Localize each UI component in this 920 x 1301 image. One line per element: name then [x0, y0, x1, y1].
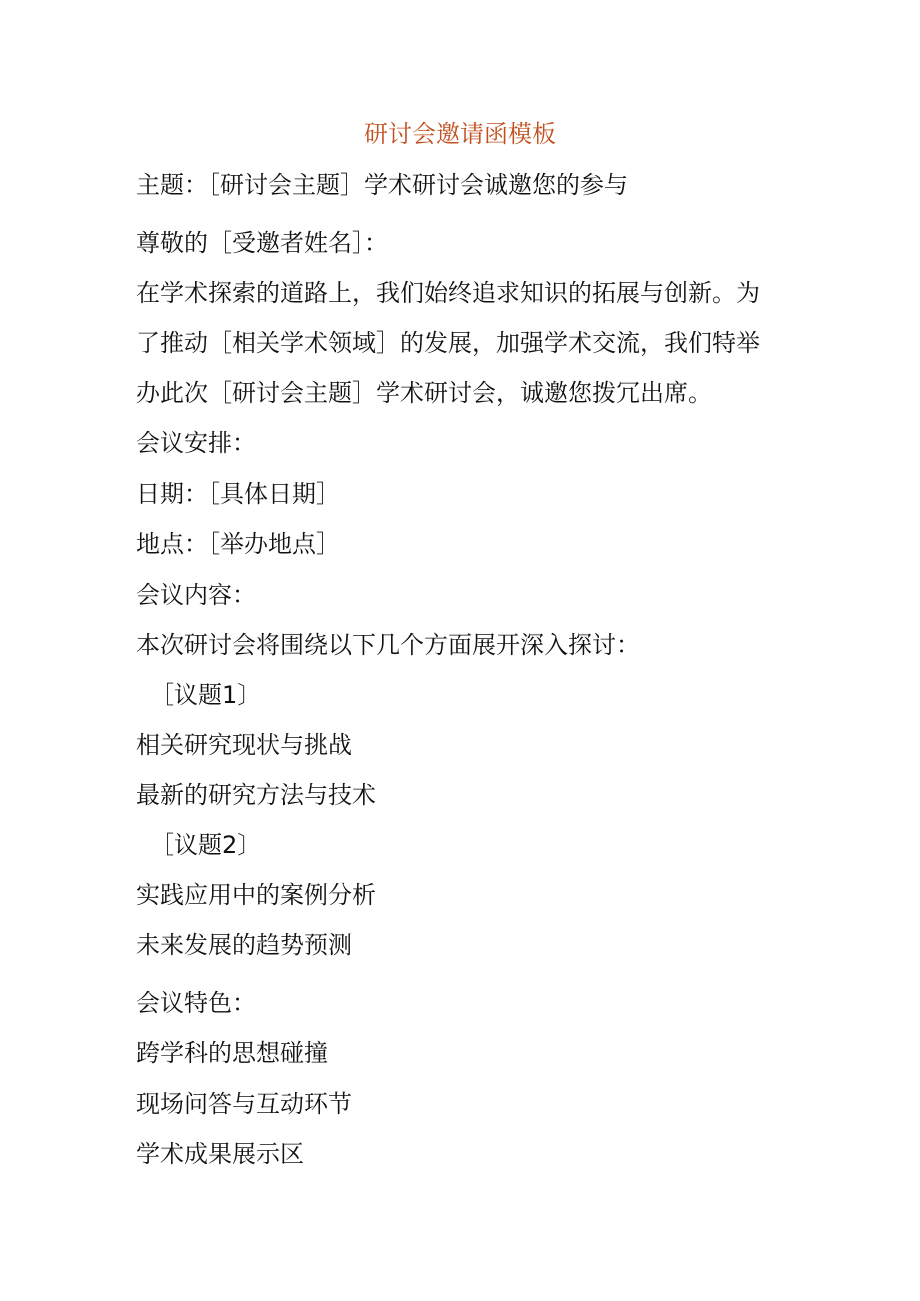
section-heading-features: 会议特色：	[136, 989, 256, 1017]
paragraph-line-3: 办此次［研讨会主题］学术研讨会，诚邀您拨冗出席。	[136, 379, 712, 407]
issue-2-label: ［议题2〕	[150, 831, 262, 859]
date-line: 日期：［具体日期］	[136, 480, 340, 508]
list-item: 相关研究现状与挑战	[136, 731, 352, 759]
issue-1-label: ［议题1〕	[150, 681, 262, 709]
section-heading-content: 会议内容：	[136, 581, 256, 609]
document-title: 研讨会邀请函模板	[364, 120, 556, 148]
list-item: 跨学科的思想碰撞	[136, 1039, 328, 1067]
list-item: 实践应用中的案例分析	[136, 881, 376, 909]
list-item: 现场问答与互动环节	[136, 1090, 352, 1118]
list-item: 最新的研究方法与技术	[136, 781, 376, 809]
section-heading-schedule: 会议安排：	[136, 429, 256, 457]
salutation-line: 尊敬的［受邀者姓名］：	[136, 229, 388, 257]
paragraph-line-2: 了推动［相关学术领域］的发展，加强学术交流，我们特举	[136, 329, 760, 357]
subject-line: 主题：［研讨会主题］学术研讨会诚邀您的参与	[136, 171, 628, 199]
content-intro-line: 本次研讨会将围绕以下几个方面展开深入探讨：	[136, 631, 640, 659]
list-item: 学术成果展示区	[136, 1140, 304, 1168]
paragraph-line-1: 在学术探索的道路上，我们始终追求知识的拓展与创新。为	[136, 279, 760, 307]
location-line: 地点：［举办地点］	[136, 530, 340, 558]
list-item: 未来发展的趋势预测	[136, 931, 352, 959]
